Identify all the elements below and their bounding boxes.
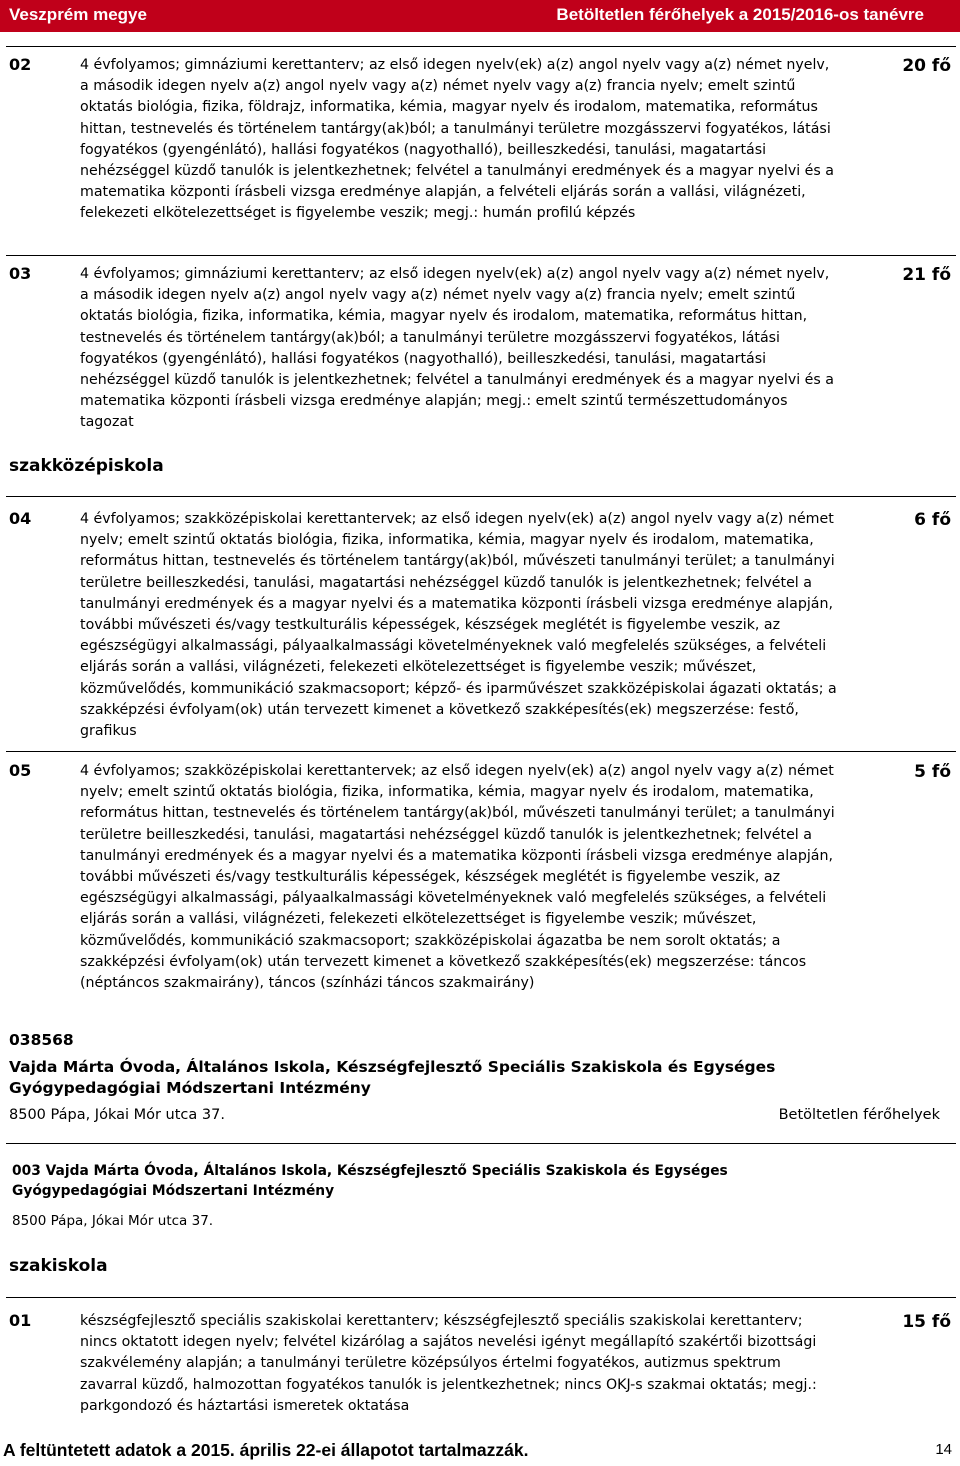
program-capacity: 5 fő	[914, 762, 951, 782]
divider	[6, 1143, 956, 1144]
program-capacity: 15 fő	[902, 1312, 951, 1332]
site-address: 8500 Pápa, Jókai Mór utca 37.	[12, 1213, 214, 1229]
program-code: 04	[9, 509, 32, 528]
section-heading: szakiskola	[9, 1256, 108, 1276]
divider	[6, 46, 956, 47]
divider	[6, 1297, 956, 1298]
program-description: 4 évfolyamos; szakközépiskolai kerettantervek; az első idegen nyelv(ek) a(z) angol nyelv vagy a(z) német nyelv; emelt szintű oktatás biológia, fizika, informatika, kémia, magyar nyelv és irodalom, matematika, református hittan, testnevelés és történelem tantárgy(ak)ból, művészeti tanulmányi terület; a tanulmányi területre beilleszkedési, tanulási, magatartási nehézséggel küzdő tanulók is jelentkezhetnek; felvétel a tanulmányi eredmények és a magyar nyelvi és a matematika központi írásbeli vizsga eredménye alapján, további művészeti és/vagy testkulturális képességek, készségek meglétét is figyelembe veszik, az egészségügyi alkalmassági, pályaalkalmassági követelményeknek való megfelelés szükséges, a felvételi eljárás során a vallási, világnézeti, felekezeti elkötelezettséget is figyelembe veszik; művészet, közművelődés, kommunikáció szakmacsoport; szakközépiskolai ágazatba be nem sorolt oktatás; a szakképzési évfolyam(ok) után tervezett kimenet a következő szakképesítés(ek) megszerzése: táncos (néptáncos szakmairány), táncos (színházi táncos szakmairány)	[80, 763, 835, 992]
program-code: 01	[9, 1311, 32, 1330]
county-title: Veszprém megye	[9, 5, 147, 24]
report-title: Betöltetlen férőhelyek a 2015/2016-os tanévre	[556, 5, 924, 24]
program-code: 03	[9, 264, 32, 283]
program-description: készségfejlesztő speciális szakiskolai kerettanterv; készségfejlesztő speciális szakiskolai kerettanterv; nincs oktatott idegen nyelv; felvétel kizárólag a sajátos nevelési igényt megállapító szakértői bizottsági szakvélemény alapján; a tanulmányi területre középsúlyos értelmi fogyatékos, autizmus spektrum zavarral küzdő, halmozottan fogyatékos tanulók is jelentkezhetnek; nincs OKJ-s szakmai oktatás; megj.: parkgondozó és háztartási ismeretek oktatása	[80, 1313, 817, 1414]
program-capacity: 21 fő	[902, 265, 951, 285]
section-heading: szakközépiskola	[9, 456, 164, 476]
program-code: 02	[9, 55, 32, 74]
program-capacity: 6 fő	[914, 510, 951, 530]
divider	[6, 751, 956, 752]
divider	[6, 496, 956, 497]
site-name: 003 Vajda Márta Óvoda, Általános Iskola, Készségfejlesztő Speciális Szakiskola és Egységes Gyógypedagógiai Módszertani Intézmény	[12, 1163, 728, 1199]
institution-name: Vajda Márta Óvoda, Általános Iskola, Készségfejlesztő Speciális Szakiskola és Egységes Gyógypedagógiai Módszertani Intézmény	[9, 1058, 776, 1097]
institution-address: 8500 Pápa, Jókai Mór utca 37.	[9, 1107, 225, 1123]
footer-note: A feltüntetett adatok a 2015. április 22-ei állapotot tartalmazzák.	[3, 1440, 529, 1460]
program-capacity: 20 fő	[902, 56, 951, 76]
divider	[6, 255, 956, 256]
page-number: 14	[935, 1441, 952, 1458]
institution-id: 038568	[9, 1031, 74, 1049]
vacancies-label: Betöltetlen férőhelyek	[778, 1107, 940, 1123]
program-description: 4 évfolyamos; gimnáziumi kerettanterv; az első idegen nyelv(ek) a(z) angol nyelv vagy a(z) német nyelv, a második idegen nyelv a(z) angol nyelv vagy a(z) német nyelv vagy a(z) francia nyelv; emelt szintű oktatás biológia, fizika, informatika, kémia, magyar nyelv és irodalom, matematika, református hittan, testnevelés és történelem tantárgy(ak)ból; a tanulmányi területre mozgásszervi fogyatékos, látási fogyatékos (gyengénlátó), hallási fogyatékos (nagyothalló), beilleszkedési, tanulási, magatartási nehézséggel küzdő tanulók is jelentkezhetnek; felvétel a tanulmányi eredmények és a magyar nyelvi és a matematika központi írásbeli vizsga eredménye alapján; megj.: emelt szintű természettudományos tagozat	[80, 266, 835, 431]
program-description: 4 évfolyamos; gimnáziumi kerettanterv; az első idegen nyelv(ek) a(z) angol nyelv vagy a(z) német nyelv, a második idegen nyelv a(z) angol nyelv vagy a(z) német nyelv vagy a(z) francia nyelv; emelt szintű oktatás biológia, fizika, földrajz, informatika, kémia, magyar nyelv és irodalom, matematika, református hittan, testnevelés és történelem tantárgy(ak)ból; a tanulmányi területre mozgásszervi fogyatékos, látási fogyatékos (gyengénlátó), hallási fogyatékos (nagyothalló), beilleszkedési, tanulási, magatartási nehézséggel küzdő tanulók is jelentkezhetnek; felvétel a tanulmányi eredmények és a magyar nyelvi és a matematika központi írásbeli vizsga eredménye alapján, a felvételi eljárás során a vallási, világnézeti, felekezeti elkötelezettséget is figyelembe veszik; megj.: humán profilú képzés	[80, 57, 835, 222]
program-description: 4 évfolyamos; szakközépiskolai kerettantervek; az első idegen nyelv(ek) a(z) angol nyelv vagy a(z) német nyelv; emelt szintű oktatás biológia, fizika, informatika, kémia, magyar nyelv és irodalom, matematika, református hittan, testnevelés és történelem tantárgy(ak)ból, művészeti tanulmányi terület; a tanulmányi területre beilleszkedési, tanulási, magatartási nehézséggel küzdő tanulók is jelentkezhetnek; felvétel a tanulmányi eredmények és a magyar nyelvi és a matematika központi írásbeli vizsga eredménye alapján, további művészeti és/vagy testkulturális képességek, készségek meglétét is figyelembe veszik, az egészségügyi alkalmassági, pályaalkalmassági követelményeknek való megfelelés szükséges, a felvételi eljárás során a vallási, világnézeti, felekezeti elkötelezettséget is figyelembe veszik; művészet, közművelődés, kommunikáció szakmacsoport; képző- és iparművészet szakközépiskolai ágazati oktatás; a szakképzési évfolyam(ok) után tervezett kimenet a következő szakképesítés(ek) megszerzése: festő, grafikus	[80, 511, 837, 740]
page-header	[0, 0, 960, 32]
program-code: 05	[9, 761, 32, 780]
